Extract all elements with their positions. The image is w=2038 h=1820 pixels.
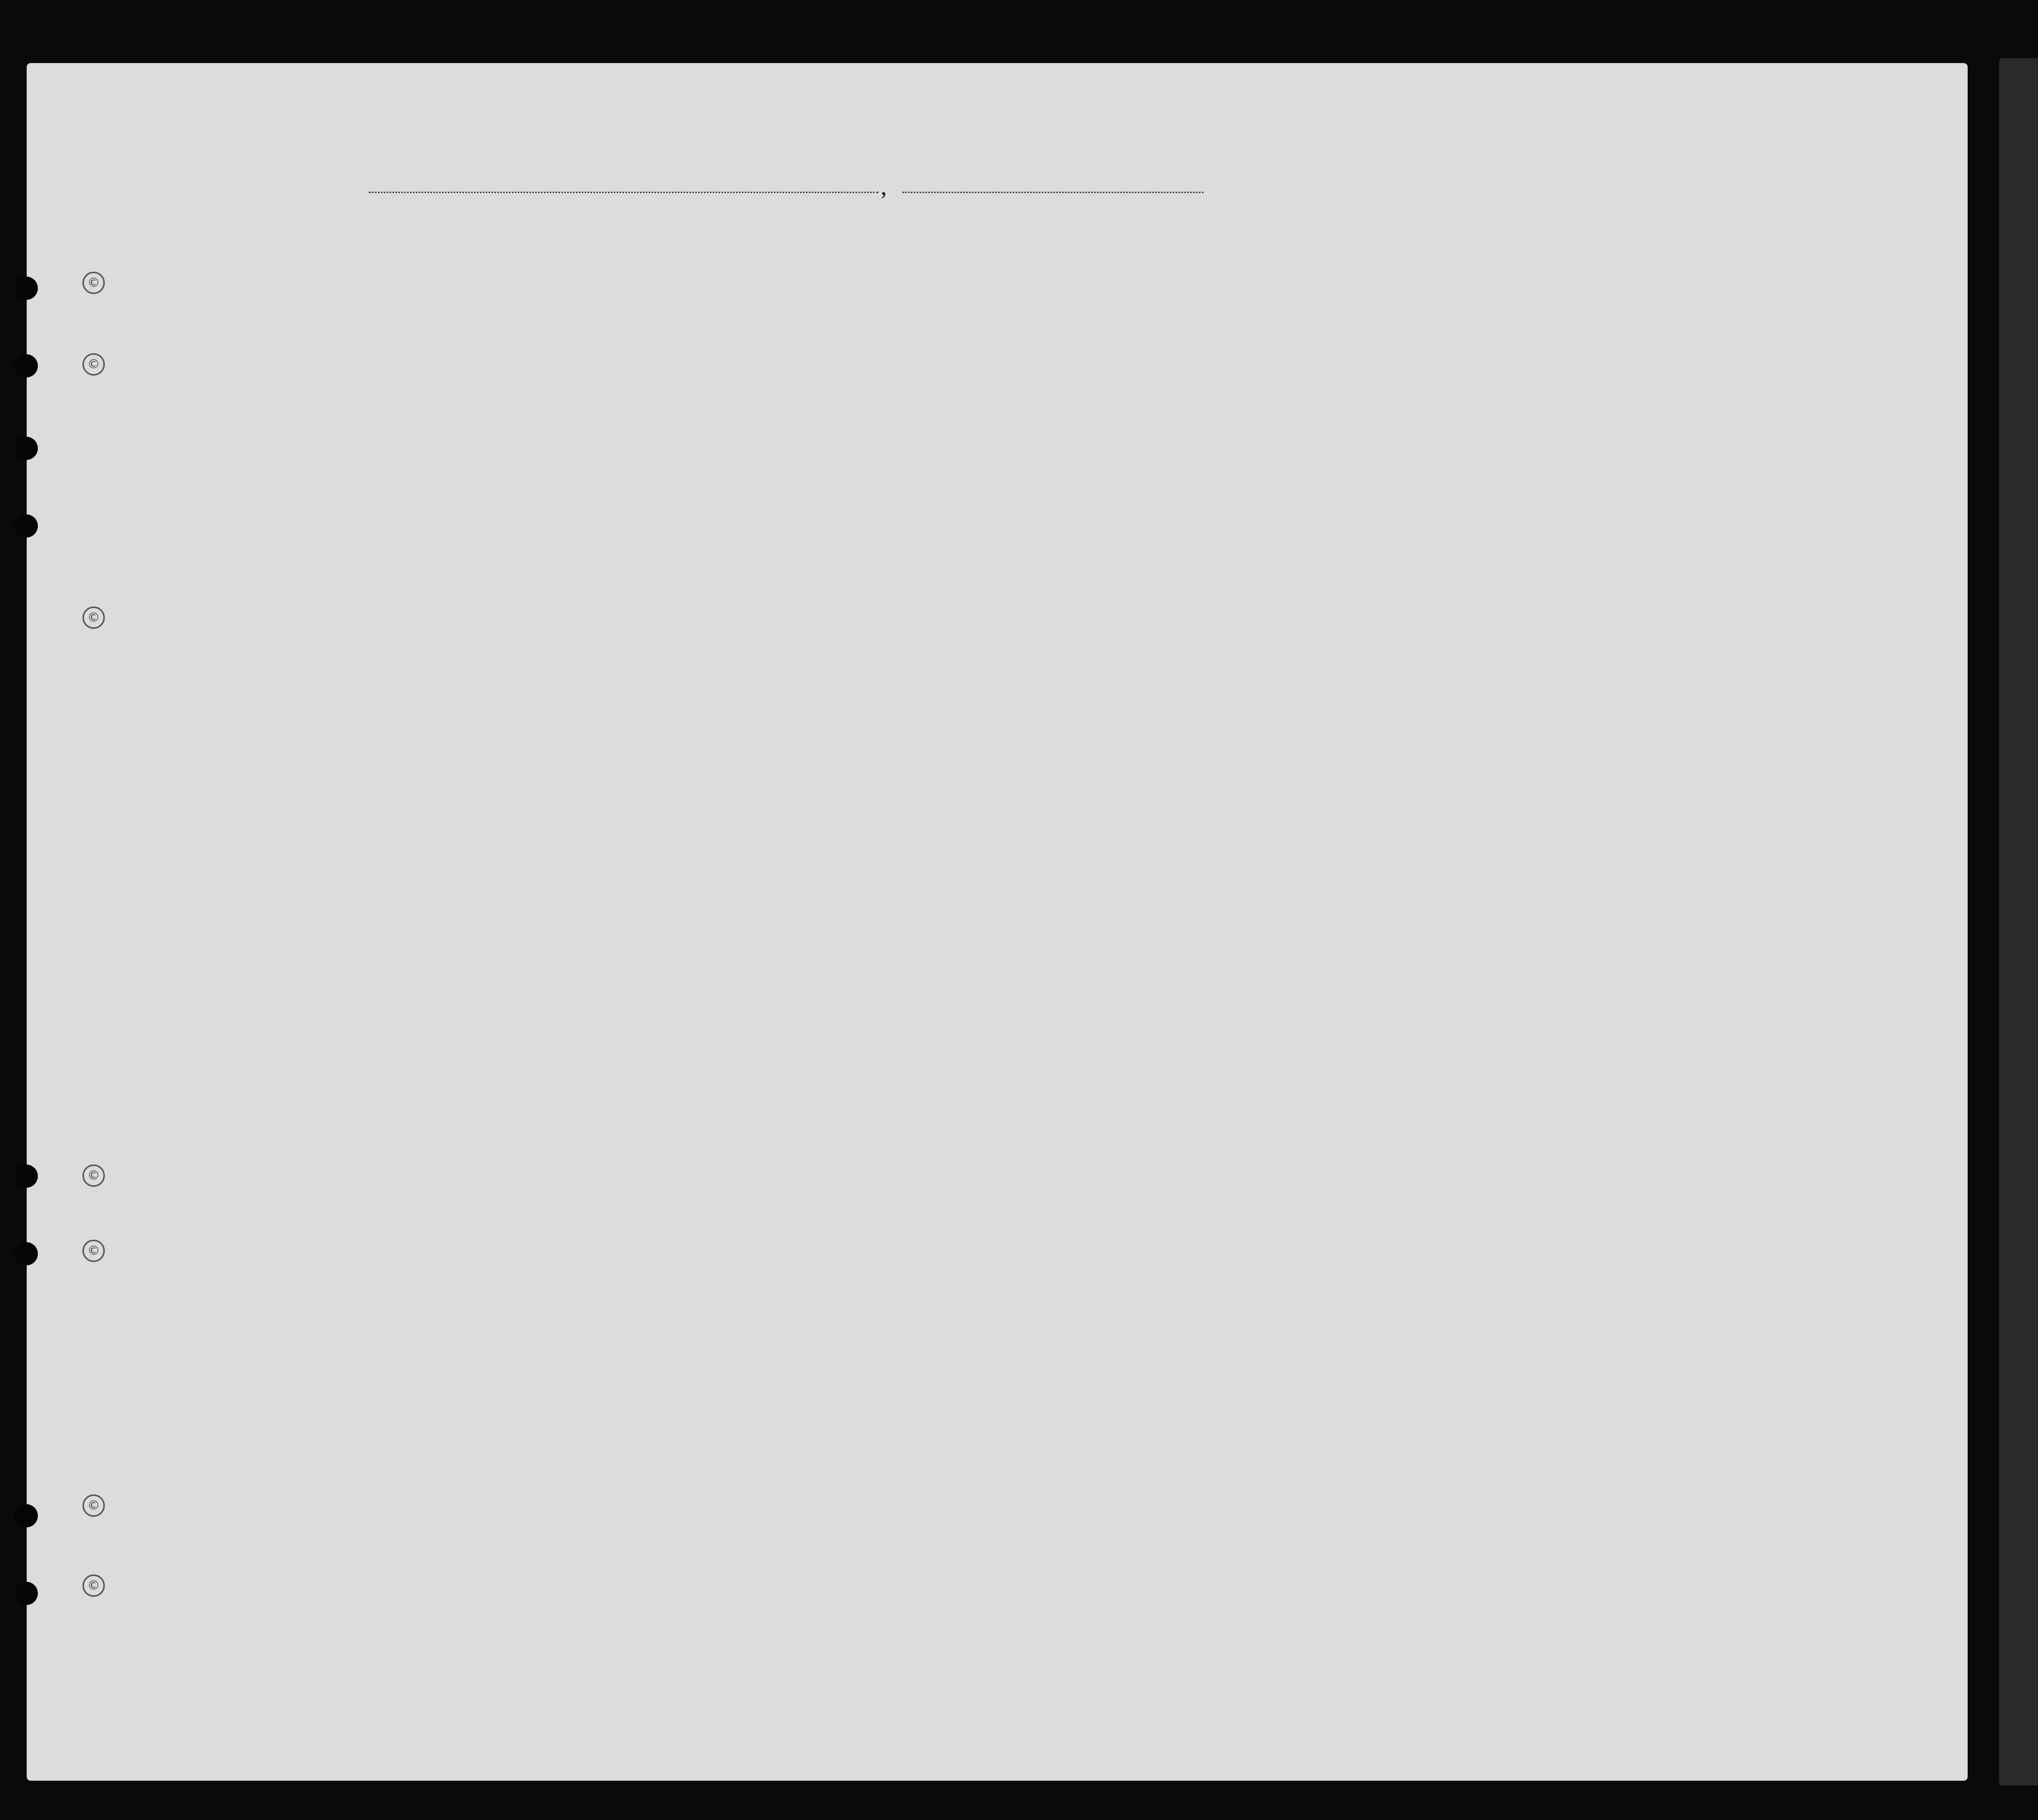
comma: , xyxy=(881,173,887,200)
binder-ring-icon: © xyxy=(82,1494,105,1517)
binder-ring-icon: © xyxy=(82,1164,105,1187)
binder-ring-icon: © xyxy=(82,353,105,376)
binder-ring-icon: © xyxy=(82,607,105,629)
binder-ring-icon: © xyxy=(82,1240,105,1262)
binder-ring-icon: © xyxy=(82,1574,105,1597)
binder-ring-icon: © xyxy=(82,272,105,294)
